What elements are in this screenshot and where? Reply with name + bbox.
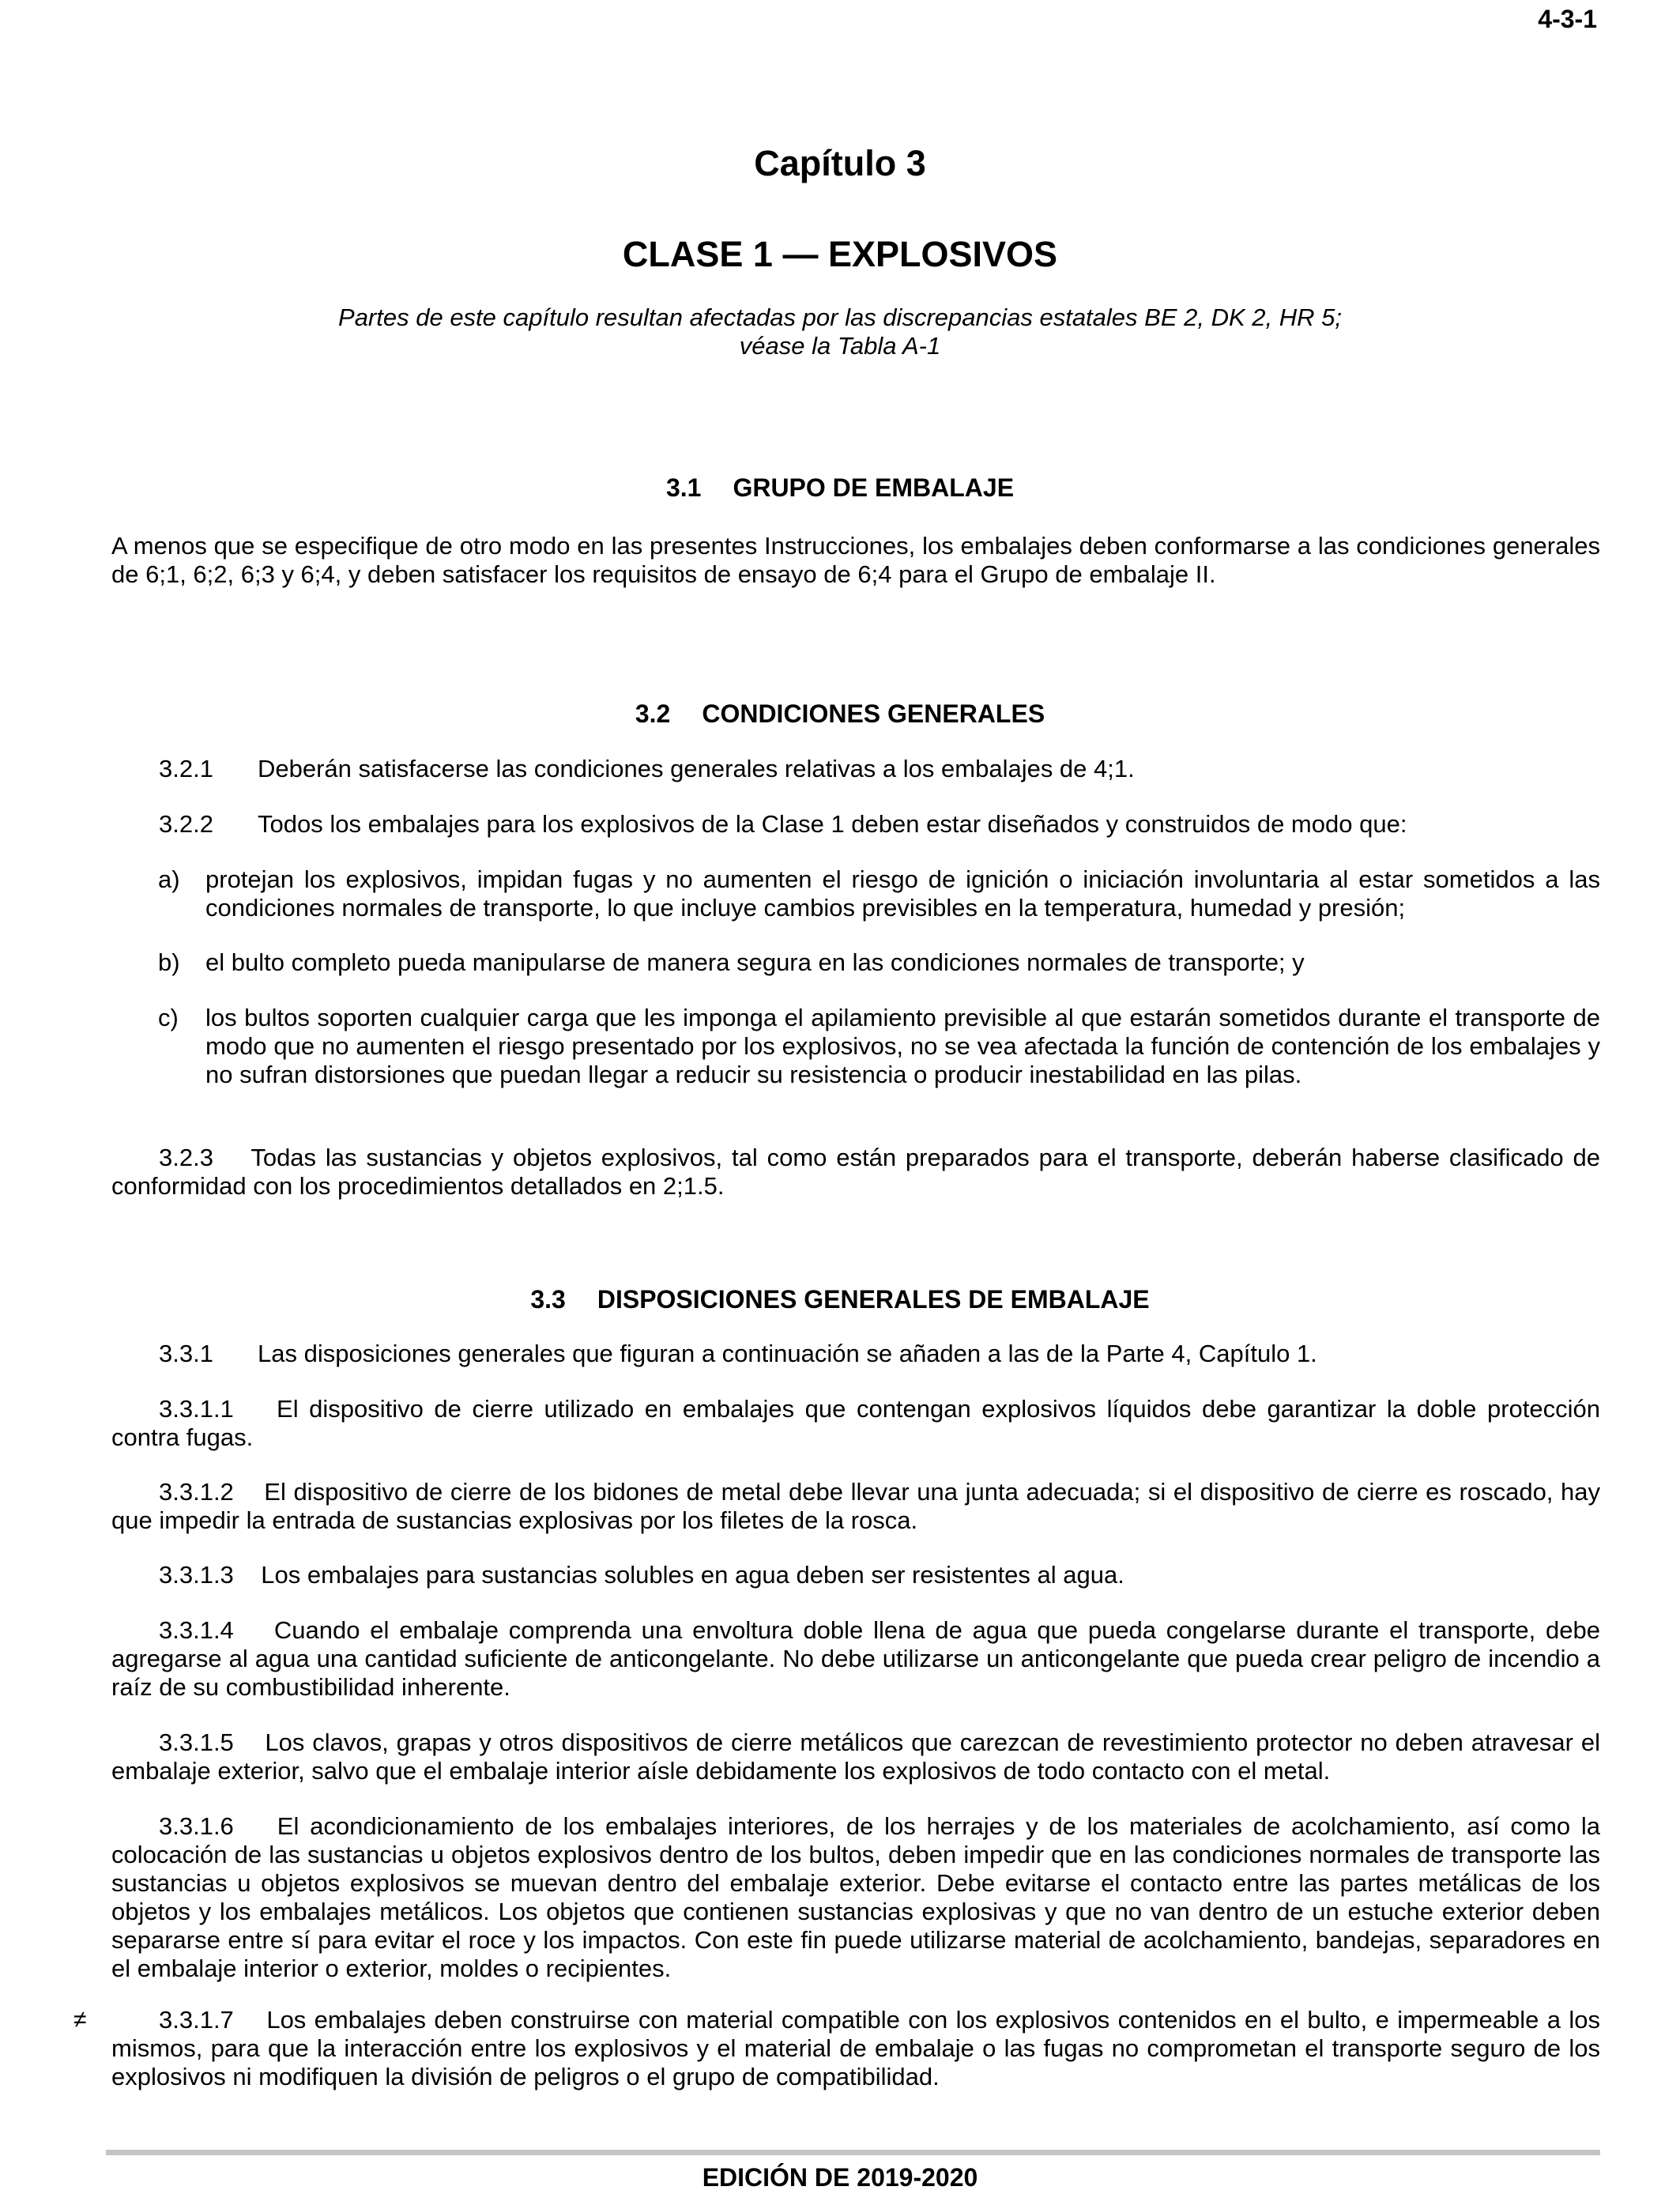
- paragraph-text: El dispositivo de cierre de los bidones de metal debe llevar una junta adecuada; si el dispositivo de cierre es roscado, hay que impedir la entrada de sustancias explosivas por los filetes de la rosca.: [111, 1478, 1601, 1534]
- footer-divider: [106, 2150, 1600, 2155]
- paragraph-number: 3.3.1.7: [159, 2006, 234, 2034]
- section-title: CONDICIONES GENERALES: [702, 699, 1045, 728]
- paragraph-text: Todas las sustancias y objetos explosivos, tal como están preparados para el transporte, deberán haberse clasificado de conformidad con los procedimientos detallados en 2;1.5.: [111, 1144, 1600, 1200]
- paragraph-text: Los embalajes deben construirse con material compatible con los explosivos contenidos en el bulto, e impermeable a los mismos, para que la interacción entre los explosivos y el material de embalaje o las fugas no comprometan el transporte seguro de los explosivos ni modifiquen la división de peligros o el grupo de compatibilidad.: [111, 2006, 1601, 2090]
- list-letter: a): [158, 865, 180, 893]
- paragraph-number: 3.3.1.4: [159, 1616, 234, 1644]
- paragraph-number: 3.3.1.6: [159, 1812, 234, 1840]
- paragraph-number: 3.2.3: [159, 1144, 213, 1171]
- edition-footer: EDICIÓN DE 2019-2020: [702, 2163, 978, 2192]
- list-letter: c): [158, 1004, 179, 1031]
- paragraph-text: Las disposiciones generales que figuran a continuación se añaden a las de la Parte 4, Capítulo 1.: [258, 1340, 1317, 1367]
- discrepancy-line-2: véase la Tabla A-1: [739, 332, 941, 360]
- chapter-title: Capítulo 3: [754, 143, 926, 183]
- paragraph-text: Todos los embalajes para los explosivos de la Clase 1 deben estar diseñados y construidos de modo que:: [258, 810, 1407, 838]
- paragraph-number: 3.3.1.3: [159, 1561, 234, 1589]
- section-heading-3-3: [0, 1285, 1680, 1314]
- paragraph-3-3-1-1: [111, 1395, 1600, 1452]
- paragraph-number: 3.3.1.2: [159, 1478, 234, 1506]
- list-item-c: [158, 1004, 1600, 1089]
- paragraph-number: 3.3.1.1: [159, 1395, 234, 1423]
- paragraph-text: Los embalajes para sustancias solubles en agua deben ser resistentes al agua.: [261, 1561, 1124, 1589]
- paragraph-3-3-1-5: [111, 1728, 1600, 1785]
- paragraph-number: 3.3.1.5: [159, 1728, 234, 1756]
- section-title: GRUPO DE EMBALAJE: [733, 473, 1015, 502]
- paragraph-number: 3.2.1: [159, 755, 213, 782]
- section-heading-3-2: [0, 699, 1680, 728]
- list-text: protejan los explosivos, impidan fugas y no aumenten el riesgo de ignición o iniciación involuntaria al estar sometidos a las condiciones normales de transporte, lo que incluye cambios previsibles en la temperatura, humedad y presión;: [205, 865, 1600, 922]
- paragraph-3-3-1-6: [111, 1812, 1600, 1983]
- class-title: CLASE 1 — EXPLOSIVOS: [622, 234, 1058, 274]
- page-number: 4-3-1: [1538, 5, 1597, 33]
- paragraph-text: Cuando el embalaje comprenda una envoltura doble llena de agua que pueda congelarse durante el transporte, debe agregarse al agua una cantidad suficiente de anticongelante. No debe utilizarse un anticongelante que pueda crear peligro de incendio a raíz de su combustibilidad inherente.: [111, 1616, 1600, 1701]
- list-item-a: [158, 865, 1600, 922]
- not-equal-icon: ≠: [73, 2007, 87, 2033]
- paragraph-number: 3.2.2: [159, 810, 213, 838]
- list-text: los bultos soporten cualquier carga que les imponga el apilamiento previsible al que estarán sometidos durante el transporte de modo que no aumenten el riesgo presentado por los explosivos, no se vea afectada la función de contención de los embalajes y no sufran distorsiones que puedan llegar a reducir su resistencia o producir inestabilidad en las pilas.: [205, 1004, 1600, 1088]
- paragraph-3-1: A menos que se especifique de otro modo en las presentes Instrucciones, los embalajes deben conformarse a las condiciones generales de 6;1, 6;2, 6;3 y 6;4, y deben satisfacer los requisitos de ensayo de 6;4 para el Grupo de embalaje II.: [111, 532, 1600, 588]
- paragraph-text: El acondicionamiento de los embalajes interiores, de los herrajes y de los materiales de acolchamiento, así como la colocación de las sustancias u objetos explosivos dentro de los bultos, deben impedir que en las condiciones normales de transporte las sustancias u objetos explosivos se muevan dentro del embalaje exterior. Debe evitarse el contacto entre las partes metálicas de los objetos y los embalajes metálicos. Los objetos que contienen sustancias explosivas y que no van dentro de un estuche exterior deben separarse entre sí para evitar el roce y los impactos. Con este fin puede utilizarse material de acolchamiento, bandejas, separadores en el embalaje interior o exterior, moldes o recipientes.: [111, 1812, 1601, 1982]
- paragraph-3-2-3: [111, 1144, 1600, 1201]
- paragraph-text: El dispositivo de cierre utilizado en embalajes que contengan explosivos líquidos debe garantizar la doble protección contra fugas.: [111, 1395, 1601, 1451]
- discrepancy-note: [0, 303, 1680, 360]
- paragraph-3-2-2: [159, 810, 1600, 839]
- paragraph-text: Deberán satisfacerse las condiciones generales relativas a los embalajes de 4;1.: [258, 755, 1135, 782]
- list-letter: b): [158, 948, 180, 976]
- list-text: el bulto completo pueda manipularse de manera segura en las condiciones normales de transporte; y: [205, 948, 1305, 976]
- paragraph-3-3-1-4: [111, 1616, 1600, 1702]
- section-number: 3.1: [665, 473, 702, 502]
- paragraph-3-3-1: [159, 1340, 1600, 1368]
- paragraph-3-3-1-2: [111, 1478, 1600, 1535]
- discrepancy-line-1: Partes de este capítulo resultan afectadas por las discrepancias estatales BE 2, DK 2, HR 5;: [338, 303, 1342, 331]
- section-number: 3.3: [530, 1285, 566, 1314]
- paragraph-3-2-1: [159, 755, 1600, 783]
- section-heading-3-1: [0, 473, 1680, 502]
- list-item-b: [158, 948, 1600, 977]
- section-number: 3.2: [635, 699, 671, 728]
- section-title: DISPOSICIONES GENERALES DE EMBALAJE: [597, 1285, 1150, 1314]
- paragraph-3-3-1-3: [111, 1561, 1600, 1589]
- paragraph-number: 3.3.1: [159, 1340, 213, 1367]
- paragraph-3-3-1-7: [111, 2006, 1600, 2091]
- paragraph-text: Los clavos, grapas y otros dispositivos de cierre metálicos que carezcan de revestimiento protector no deben atravesar el embalaje exterior, salvo que el embalaje interior aísle debidamente los explosivos de todo contacto con el metal.: [111, 1728, 1601, 1785]
